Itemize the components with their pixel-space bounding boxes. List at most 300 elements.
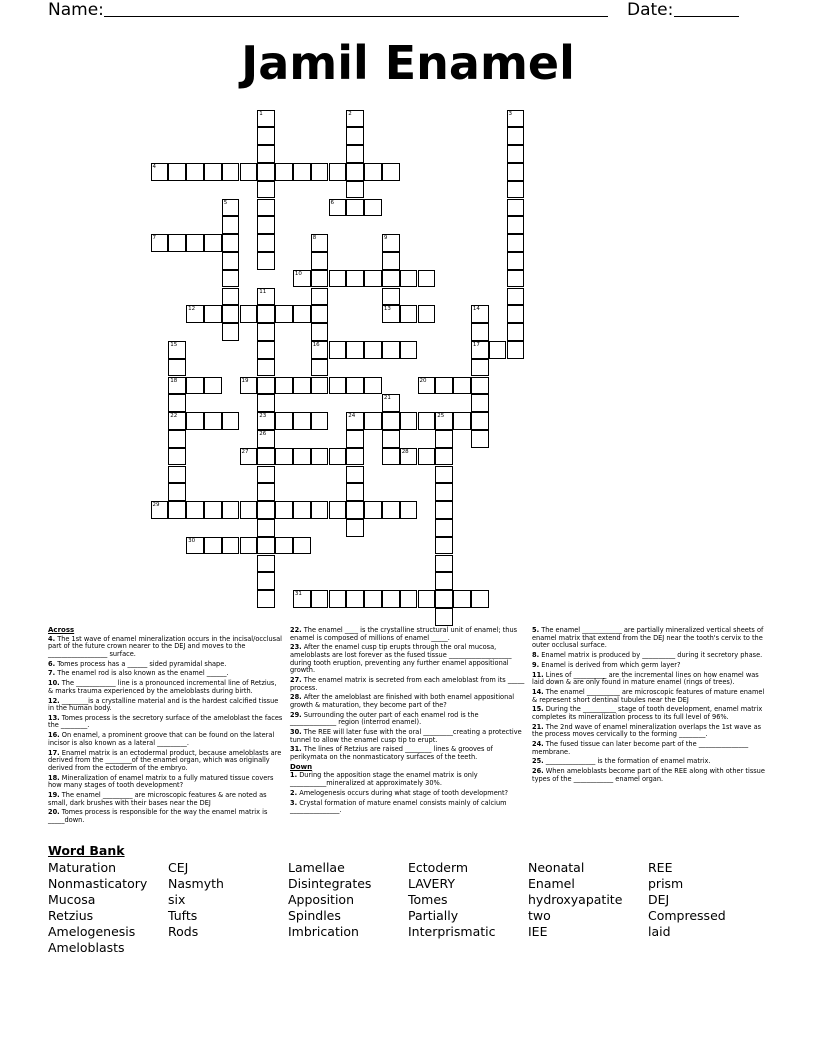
- clue-c2a-4: [290, 712, 525, 727]
- clue-text: The enamel rod is also known as the enamel ______.: [55, 669, 229, 678]
- grid-cell[interactable]: [346, 181, 364, 199]
- cell-number: 8: [312, 235, 317, 242]
- clue-c3-3: [532, 672, 767, 687]
- grid-cell[interactable]: [222, 537, 240, 555]
- grid-cell[interactable]: [364, 270, 382, 288]
- grid-cell[interactable]: [257, 519, 275, 537]
- grid-cell[interactable]: [204, 412, 222, 430]
- cell-number: 22: [170, 413, 178, 420]
- word-bank-item: Partially: [408, 908, 459, 923]
- grid-cell[interactable]: [204, 163, 222, 181]
- word-bank-item: Spindles: [288, 908, 341, 923]
- grid-cell[interactable]: [400, 412, 418, 430]
- across-heading: Across: [48, 626, 75, 634]
- grid-cell[interactable]: [257, 537, 275, 555]
- grid-cell[interactable]: [400, 305, 418, 323]
- grid-cell[interactable]: [507, 145, 525, 163]
- grid-cell[interactable]: [507, 341, 525, 359]
- clue-c1-7: [48, 750, 283, 773]
- clue-c3-7: [532, 741, 767, 756]
- grid-cell[interactable]: [364, 341, 382, 359]
- cell-number: 2: [348, 110, 352, 117]
- grid-cell[interactable]: [168, 341, 186, 359]
- grid-cell[interactable]: [400, 501, 418, 519]
- clue-number: 23.: [290, 643, 302, 652]
- clue-number: 13.: [48, 713, 60, 722]
- grid-cell[interactable]: [471, 394, 489, 412]
- grid-cell[interactable]: [435, 448, 453, 466]
- grid-cell[interactable]: [257, 430, 275, 448]
- cell-number: 6: [330, 199, 334, 206]
- clue-text: The enamel matrix is secreted from each ameloblast from its _____ process.: [290, 675, 525, 692]
- grid-cell[interactable]: [346, 448, 364, 466]
- grid-cell[interactable]: [204, 234, 222, 252]
- grid-cell[interactable]: [222, 323, 240, 341]
- grid-cell[interactable]: [257, 394, 275, 412]
- grid-cell[interactable]: [382, 305, 400, 323]
- grid-cell[interactable]: [364, 199, 382, 217]
- grid-cell[interactable]: [471, 377, 489, 395]
- clue-text: After the ameloblast are finished with both enamel appositional growth & maturation, they become part of the?: [290, 693, 515, 709]
- grid-cell[interactable]: [222, 501, 240, 519]
- grid-cell[interactable]: [222, 305, 240, 323]
- cell-number: 9: [383, 235, 388, 242]
- grid-cell[interactable]: [311, 377, 329, 395]
- word-bank-item: Retzius: [48, 908, 94, 923]
- grid-cell[interactable]: [507, 305, 525, 323]
- clue-number: 2.: [290, 788, 298, 797]
- grid-cell[interactable]: [257, 216, 275, 234]
- clue-c1-2: [48, 670, 283, 678]
- grid-cell[interactable]: [471, 341, 489, 359]
- grid-cell[interactable]: [364, 501, 382, 519]
- grid-cell[interactable]: [311, 341, 329, 359]
- grid-cell[interactable]: [240, 305, 258, 323]
- clue-text: Enamel matrix is produced by __________ during it secretory phase.: [539, 650, 763, 659]
- grid-cell[interactable]: [222, 270, 240, 288]
- word-bank-item: Ameloblasts: [48, 940, 125, 955]
- word-bank-item: Neonatal: [528, 860, 585, 875]
- grid-cell[interactable]: [275, 501, 293, 519]
- grid-cell[interactable]: [275, 537, 293, 555]
- grid-cell[interactable]: [418, 377, 436, 395]
- grid-cell[interactable]: [346, 163, 364, 181]
- grid-cell[interactable]: [222, 234, 240, 252]
- grid-cell[interactable]: [435, 519, 453, 537]
- grid-cell[interactable]: [418, 305, 436, 323]
- clue-number: 7.: [48, 669, 56, 678]
- clue-number: 5.: [532, 626, 540, 634]
- grid-cell[interactable]: [257, 448, 275, 466]
- grid-cell[interactable]: [168, 466, 186, 484]
- grid-cell[interactable]: [382, 412, 400, 430]
- grid-cell[interactable]: [471, 305, 489, 323]
- grid-cell[interactable]: [222, 163, 240, 181]
- grid-cell[interactable]: [151, 234, 169, 252]
- cell-number: 25: [437, 413, 445, 420]
- grid-cell[interactable]: [311, 590, 329, 608]
- clue-number: 16.: [48, 731, 60, 740]
- grid-cell[interactable]: [257, 127, 275, 145]
- grid-cell[interactable]: [507, 216, 525, 234]
- grid-cell[interactable]: [257, 145, 275, 163]
- grid-cell[interactable]: [382, 252, 400, 270]
- grid-cell[interactable]: [311, 448, 329, 466]
- grid-cell[interactable]: [382, 501, 400, 519]
- grid-cell[interactable]: [453, 412, 471, 430]
- grid-cell[interactable]: [435, 483, 453, 501]
- grid-cell[interactable]: [329, 199, 347, 217]
- grid-cell[interactable]: [186, 305, 204, 323]
- grid-cell[interactable]: [311, 323, 329, 341]
- grid-cell[interactable]: [435, 501, 453, 519]
- grid-cell[interactable]: [346, 590, 364, 608]
- clue-number: 3.: [290, 798, 298, 807]
- grid-cell[interactable]: [346, 466, 364, 484]
- grid-cell[interactable]: [293, 537, 311, 555]
- grid-cell[interactable]: [346, 519, 364, 537]
- grid-cell[interactable]: [257, 555, 275, 573]
- grid-cell[interactable]: [168, 412, 186, 430]
- grid-cell[interactable]: [240, 448, 258, 466]
- cell-number: 16: [312, 341, 320, 348]
- grid-cell[interactable]: [311, 412, 329, 430]
- grid-cell[interactable]: [435, 608, 453, 626]
- grid-cell[interactable]: [257, 466, 275, 484]
- grid-cell[interactable]: [364, 590, 382, 608]
- grid-cell[interactable]: [257, 412, 275, 430]
- grid-cell[interactable]: [293, 377, 311, 395]
- grid-cell[interactable]: [204, 377, 222, 395]
- grid-cell[interactable]: [293, 590, 311, 608]
- clue-text: The enamel __________ are microscopic features of mature enamel & represent short dentinal tubules near the DEJ: [532, 687, 765, 704]
- grid-cell[interactable]: [507, 163, 525, 181]
- grid-cell[interactable]: [293, 501, 311, 519]
- down-heading: Down: [290, 762, 313, 771]
- grid-cell[interactable]: [257, 163, 275, 181]
- grid-cell[interactable]: [257, 305, 275, 323]
- cell-number: 31: [294, 591, 302, 598]
- grid-cell[interactable]: [257, 359, 275, 377]
- grid-cell[interactable]: [435, 412, 453, 430]
- grid-cell[interactable]: [507, 323, 525, 341]
- grid-cell[interactable]: [364, 412, 382, 430]
- cell-number: 10: [294, 270, 302, 277]
- grid-cell[interactable]: [382, 270, 400, 288]
- grid-cell[interactable]: [168, 448, 186, 466]
- clue-c3-9: [532, 768, 767, 783]
- grid-cell[interactable]: [293, 270, 311, 288]
- grid-cell[interactable]: [222, 412, 240, 430]
- grid-cell[interactable]: [222, 216, 240, 234]
- clue-c2a-1: [290, 644, 525, 674]
- grid-cell[interactable]: [257, 288, 275, 306]
- grid-cell[interactable]: [311, 163, 329, 181]
- grid-cell[interactable]: [382, 430, 400, 448]
- grid-cell[interactable]: [507, 199, 525, 217]
- grid-cell[interactable]: [186, 234, 204, 252]
- cell-number: 4: [152, 163, 156, 170]
- grid-cell[interactable]: [257, 572, 275, 590]
- grid-cell[interactable]: [186, 163, 204, 181]
- word-bank-item: Enamel: [528, 876, 575, 891]
- cell-number: 11: [259, 288, 267, 295]
- grid-cell[interactable]: [346, 412, 364, 430]
- clue-text: The enamel _________ are microscopic features & are noted as small, dark brushes with their bases near the DEJ: [48, 790, 267, 807]
- grid-cell[interactable]: [275, 305, 293, 323]
- grid-cell[interactable]: [329, 270, 347, 288]
- grid-cell[interactable]: [186, 501, 204, 519]
- grid-cell[interactable]: [186, 377, 204, 395]
- clue-c1-3: [48, 680, 283, 695]
- word-bank-item: Compressed: [648, 908, 726, 923]
- grid-cell[interactable]: [382, 394, 400, 412]
- clue-number: 29.: [290, 710, 302, 719]
- grid-cell[interactable]: [329, 163, 347, 181]
- clue-number: 24.: [532, 740, 544, 749]
- grid-cell[interactable]: [204, 501, 222, 519]
- grid-cell[interactable]: [507, 288, 525, 306]
- clue-text: The ____________ line is a pronounced incremental line of Retzius, & marks trauma experienced by the ameloblasts during birth.: [48, 679, 277, 695]
- grid-cell[interactable]: [471, 359, 489, 377]
- clue-text: The enamel ____________ are partially mineralized vertical sheets of enamel matrix that extend from the DEJ near the tooth's cervix to the outer occlusal surface.: [532, 626, 764, 650]
- grid-cell[interactable]: [400, 590, 418, 608]
- grid-cell[interactable]: [418, 448, 436, 466]
- clue-number: 1.: [290, 771, 298, 780]
- grid-cell[interactable]: [257, 252, 275, 270]
- grid-cell[interactable]: [168, 483, 186, 501]
- grid-cell[interactable]: [453, 377, 471, 395]
- clue-c2d-2: [290, 800, 525, 815]
- clue-text: The 2nd wave of enamel mineralization overlaps the 1st wave as the process moves cervically to the forming ________.: [532, 722, 762, 739]
- grid-cell[interactable]: [293, 448, 311, 466]
- grid-cell[interactable]: [168, 430, 186, 448]
- grid-cell[interactable]: [471, 590, 489, 608]
- grid-cell[interactable]: [507, 110, 525, 128]
- clue-text: _______________ is the formation of enamel matrix.: [543, 757, 711, 766]
- grid-cell[interactable]: [418, 412, 436, 430]
- grid-cell[interactable]: [364, 163, 382, 181]
- grid-cell[interactable]: [275, 412, 293, 430]
- grid-cell[interactable]: [311, 501, 329, 519]
- grid-cell[interactable]: [346, 145, 364, 163]
- grid-cell[interactable]: [346, 341, 364, 359]
- word-bank-item: Nasmyth: [168, 876, 224, 891]
- grid-cell[interactable]: [435, 590, 453, 608]
- grid-cell[interactable]: [471, 323, 489, 341]
- grid-cell[interactable]: [311, 305, 329, 323]
- clue-number: 19.: [48, 790, 60, 799]
- grid-cell[interactable]: [489, 341, 507, 359]
- grid-cell[interactable]: [435, 466, 453, 484]
- clue-c1-4: [48, 698, 283, 713]
- grid-cell[interactable]: [168, 501, 186, 519]
- clue-number: 28.: [290, 693, 302, 702]
- clue-c3-2: [532, 662, 767, 670]
- grid-cell[interactable]: [346, 501, 364, 519]
- grid-cell[interactable]: [293, 412, 311, 430]
- grid-cell[interactable]: [507, 270, 525, 288]
- grid-cell[interactable]: [507, 252, 525, 270]
- clue-number: 6.: [48, 659, 56, 668]
- grid-cell[interactable]: [471, 412, 489, 430]
- word-bank-item: prism: [648, 876, 684, 891]
- clues-column-1: [48, 627, 283, 827]
- grid-cell[interactable]: [168, 359, 186, 377]
- grid-cell[interactable]: [222, 199, 240, 217]
- word-bank-item: six: [168, 892, 186, 907]
- grid-cell[interactable]: [329, 590, 347, 608]
- grid-cell[interactable]: [222, 288, 240, 306]
- grid-cell[interactable]: [400, 448, 418, 466]
- grid-cell[interactable]: [275, 377, 293, 395]
- grid-cell[interactable]: [418, 590, 436, 608]
- grid-cell[interactable]: [435, 377, 453, 395]
- clue-number: 4.: [48, 634, 56, 643]
- grid-cell[interactable]: [168, 163, 186, 181]
- word-bank-item: two: [528, 908, 551, 923]
- grid-cell[interactable]: [311, 234, 329, 252]
- grid-cell[interactable]: [435, 430, 453, 448]
- grid-cell[interactable]: [382, 234, 400, 252]
- clue-text: During the apposition stage the enamel matrix is only ___________mineralized at approximately 30%.: [290, 771, 478, 787]
- clue-number: 30.: [290, 728, 302, 737]
- grid-cell[interactable]: [471, 430, 489, 448]
- cell-number: 5: [223, 199, 228, 206]
- word-bank-item: Tomes: [408, 892, 448, 907]
- grid-cell[interactable]: [400, 270, 418, 288]
- word-bank-item: Imbrication: [288, 924, 359, 939]
- grid-cell[interactable]: [222, 252, 240, 270]
- grid-cell[interactable]: [382, 288, 400, 306]
- cell-number: 23: [259, 413, 267, 420]
- grid-cell[interactable]: [204, 305, 222, 323]
- clue-text: ________is a crystalline material and is the hardest calcified tissue in the human body.: [48, 696, 279, 713]
- clue-number: 12.: [48, 696, 60, 705]
- grid-cell[interactable]: [275, 448, 293, 466]
- grid-cell[interactable]: [346, 430, 364, 448]
- name-line[interactable]: [104, 16, 608, 17]
- grid-cell[interactable]: [204, 537, 222, 555]
- grid-cell[interactable]: [382, 448, 400, 466]
- grid-cell[interactable]: [311, 359, 329, 377]
- clue-text: When ameloblasts become part of the REE along with other tissue types of the ____________ enamel organ.: [532, 767, 765, 783]
- grid-cell[interactable]: [257, 234, 275, 252]
- grid-cell[interactable]: [364, 377, 382, 395]
- grid-cell[interactable]: [435, 555, 453, 573]
- grid-cell[interactable]: [257, 199, 275, 217]
- clue-c3-5: [532, 706, 767, 721]
- grid-cell[interactable]: [346, 110, 364, 128]
- clue-text: Crystal formation of mature enamel consists mainly of calcium _______________.: [290, 798, 507, 815]
- clue-number: 11.: [532, 670, 544, 679]
- grid-cell[interactable]: [257, 483, 275, 501]
- grid-cell[interactable]: [435, 537, 453, 555]
- grid-cell[interactable]: [311, 252, 329, 270]
- grid-cell[interactable]: [186, 537, 204, 555]
- grid-cell[interactable]: [257, 181, 275, 199]
- grid-cell[interactable]: [240, 537, 258, 555]
- grid-cell[interactable]: [329, 448, 347, 466]
- grid-cell[interactable]: [346, 270, 364, 288]
- grid-cell[interactable]: [168, 394, 186, 412]
- grid-cell[interactable]: [257, 110, 275, 128]
- word-bank-item: Disintegrates: [288, 876, 372, 891]
- clue-c3-6: [532, 724, 767, 739]
- grid-cell[interactable]: [257, 590, 275, 608]
- clue-c3-8: [532, 758, 767, 766]
- clue-number: 14.: [532, 687, 544, 696]
- grid-cell[interactable]: [257, 323, 275, 341]
- grid-cell[interactable]: [418, 270, 436, 288]
- grid-cell[interactable]: [257, 341, 275, 359]
- grid-cell[interactable]: [453, 590, 471, 608]
- cell-number: 1: [259, 110, 263, 117]
- grid-cell[interactable]: [346, 377, 364, 395]
- grid-cell[interactable]: [382, 341, 400, 359]
- grid-cell[interactable]: [329, 377, 347, 395]
- grid-cell[interactable]: [311, 288, 329, 306]
- clue-number: 22.: [290, 626, 302, 634]
- grid-cell[interactable]: [507, 181, 525, 199]
- clue-number: 21.: [532, 722, 544, 731]
- grid-cell[interactable]: [382, 163, 400, 181]
- clue-text: The fused tissue can later become part of the _______________ membrane.: [532, 740, 749, 756]
- grid-cell[interactable]: [507, 127, 525, 145]
- cell-number: 24: [348, 413, 356, 420]
- grid-cell[interactable]: [168, 234, 186, 252]
- grid-cell[interactable]: [293, 305, 311, 323]
- grid-cell[interactable]: [240, 163, 258, 181]
- date-line[interactable]: [674, 16, 739, 17]
- grid-cell[interactable]: [435, 572, 453, 590]
- clue-number: 31.: [290, 745, 302, 754]
- grid-cell[interactable]: [240, 377, 258, 395]
- grid-cell[interactable]: [400, 341, 418, 359]
- cell-number: 28: [401, 448, 409, 455]
- clue-text: Amelogenesis occurs during what stage of tooth development?: [297, 788, 509, 797]
- grid-cell[interactable]: [275, 163, 293, 181]
- grid-cell[interactable]: [186, 412, 204, 430]
- grid-cell[interactable]: [382, 590, 400, 608]
- clue-number: 27.: [290, 675, 302, 684]
- grid-cell[interactable]: [311, 270, 329, 288]
- word-bank-item: IEE: [528, 924, 548, 939]
- grid-cell[interactable]: [168, 377, 186, 395]
- clue-c1-5: [48, 715, 283, 730]
- cell-number: 14: [472, 306, 480, 313]
- clue-text: Surrounding the outer part of each enamel rod is the ______________ region (interrod enamel).: [290, 710, 479, 727]
- cell-number: 21: [383, 395, 391, 402]
- grid-cell[interactable]: [240, 501, 258, 519]
- clue-text: After the enamel cusp tip erupts through the oral mucosa, ameloblasts are lost forever as the fused tissue ___________________ during tooth eruption, preventing any further enamel appositional growth.: [290, 643, 512, 675]
- grid-cell[interactable]: [257, 377, 275, 395]
- grid-cell[interactable]: [507, 234, 525, 252]
- grid-cell[interactable]: [151, 501, 169, 519]
- grid-cell[interactable]: [151, 163, 169, 181]
- grid-cell[interactable]: [346, 199, 364, 217]
- clue-text: During the __________ stage of tooth development, enamel matrix completes its mineralization process to its full level of 96%.: [532, 705, 763, 721]
- cell-number: 26: [259, 430, 267, 437]
- cell-number: 27: [241, 448, 249, 455]
- grid-cell[interactable]: [346, 483, 364, 501]
- grid-cell[interactable]: [329, 501, 347, 519]
- grid-cell[interactable]: [257, 501, 275, 519]
- grid-cell[interactable]: [293, 163, 311, 181]
- grid-cell[interactable]: [346, 127, 364, 145]
- grid-cell[interactable]: [329, 341, 347, 359]
- word-bank-item: hydroxyapatite: [528, 892, 623, 907]
